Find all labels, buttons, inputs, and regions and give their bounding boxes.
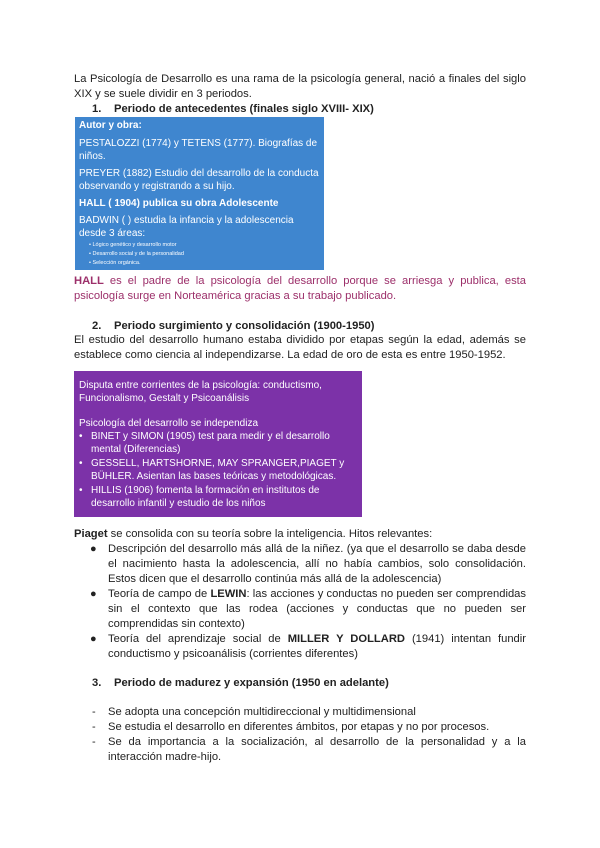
box2-line2: Funcionalismo, Gestalt y Psicoanálisis [79, 393, 250, 404]
piaget-intro [74, 527, 526, 542]
box1-area-2: • Desarrollo social y de la personalidad [89, 251, 184, 257]
box1-line4a: BADWIN ( ) estudia la infancia y la adolescencia [79, 215, 294, 226]
section1-title: Periodo de antecedentes (finales siglo XVIII- XIX) [114, 103, 374, 115]
piaget-item3-pre: Teoría del aprendizaje social de [108, 633, 288, 645]
section3-number: 3. [92, 677, 102, 689]
hall-text: es el padre de la psicología del desarrollo porque se arriesga y publica, esta psicología surge en Norteamérica gracias a su trabajo publicado. [74, 275, 526, 302]
piaget-item3-post: (1941) intentan fundir conductismo y psicoanálisis (corrientes diferentes) [108, 633, 526, 660]
section3-item-1: Se adopta una concepción multidireccional y multidimensional [108, 706, 416, 718]
box1-line2b: observando y registrando a su hijo. [79, 181, 235, 192]
hall-name: HALL [74, 275, 104, 287]
section2-number: 2. [92, 320, 102, 332]
piaget-bullet-dot-1: ● [90, 543, 97, 555]
piaget-item2-post: : las acciones y conductas no pueden ser comprendidas sin el contexto que las rodea (acciones y conductas que no pueden ser comprendidas sin contexto) [108, 588, 526, 630]
section2-paragraph: El estudio del desarrollo humano estaba dividido por etapas según la edad, además se establece como ciencia al independizarse. La edad de oro de esta es entre 1950-1952. [74, 334, 526, 361]
box1-line3: HALL ( 1904) publica su obra Adolescente [79, 198, 279, 209]
piaget-item-1: Descripción del desarrollo más allá de la niñez. (ya que el desarrollo se daba desde el nacimiento hasta la adolescencia, allí no había cambios, solo consolidación. Estos dicen que el desarrollo continúa más allá de la adolescencia) [108, 543, 526, 585]
piaget-item-3 [108, 632, 526, 662]
piaget-item-2 [108, 587, 526, 632]
box2-line1: Disputa entre corrientes de la psicología: conductismo, [79, 380, 322, 391]
piaget-item2-pre: Teoría de campo de [108, 588, 211, 600]
box2-bullet-3: • HILLIS (1906) fomenta la formación en institutos de desarrollo infantil y estudio de los niños [79, 485, 320, 509]
section2-title: Periodo surgimiento y consolidación (1900-1950) [114, 320, 375, 332]
box2-line3: Psicología del desarrollo se independiza [79, 418, 259, 429]
box1-area-1: • Lógico genético y desarrollo motor [89, 242, 177, 248]
section3-dash-3: - [92, 736, 96, 748]
box2-bullet-2: • GESSELL, HARTSHORNE, MAY SPRANGER,PIAGET y BÜHLER. Asientan las bases teóricas y metodológicas. [79, 458, 345, 482]
lewin-name: LEWIN [210, 588, 247, 600]
miller-dollard-name: MILLER Y DOLLARD [287, 633, 405, 645]
section3-dash-1: - [92, 706, 96, 718]
section1-heading [92, 102, 522, 117]
box1-line4b: desde 3 áreas: [79, 228, 146, 239]
intro-paragraph: La Psicología de Desarrollo es una rama de la psicología general, nació a finales del siglo XIX y se suele dividir en 3 periodos. [74, 73, 526, 100]
box1-author-heading: Autor y obra: [79, 120, 142, 131]
section3-title: Periodo de madurez y expansión (1950 en adelante) [114, 677, 389, 689]
box1-line1b: niños. [79, 151, 106, 162]
section2-heading [92, 319, 522, 334]
section3-heading [92, 676, 522, 691]
box2-bullet-1: • BINET y SIMON (1905) test para medir y el desarrollo mental (Diferencias) [79, 431, 330, 455]
box1-area-3: • Selección orgánica. [89, 260, 141, 266]
piaget-text: se consolida con su teoría sobre la inteligencia. Hitos relevantes: [107, 528, 433, 540]
section1-number: 1. [92, 103, 102, 115]
box1-line1a: PESTALOZZI (1774) y TETENS (1777). Biografías de [79, 138, 318, 149]
box1-line2a: PREYER (1882) Estudio del desarrollo de la conducta [79, 168, 319, 179]
consolidacion-infographic [74, 371, 362, 517]
piaget-bullet-dot-3: ● [90, 633, 97, 645]
antecedentes-infographic [75, 117, 324, 270]
piaget-name: Piaget [74, 528, 108, 540]
hall-paragraph [74, 274, 526, 304]
section3-item-2: Se estudia el desarrollo en diferentes ámbitos, por etapas y no por procesos. [108, 721, 490, 733]
section3-dash-2: - [92, 721, 96, 733]
piaget-bullet-dot-2: ● [90, 588, 97, 600]
section3-item-3: Se da importancia a la socialización, al desarrollo de la personalidad y a la interacción madre-hijo. [108, 736, 526, 763]
